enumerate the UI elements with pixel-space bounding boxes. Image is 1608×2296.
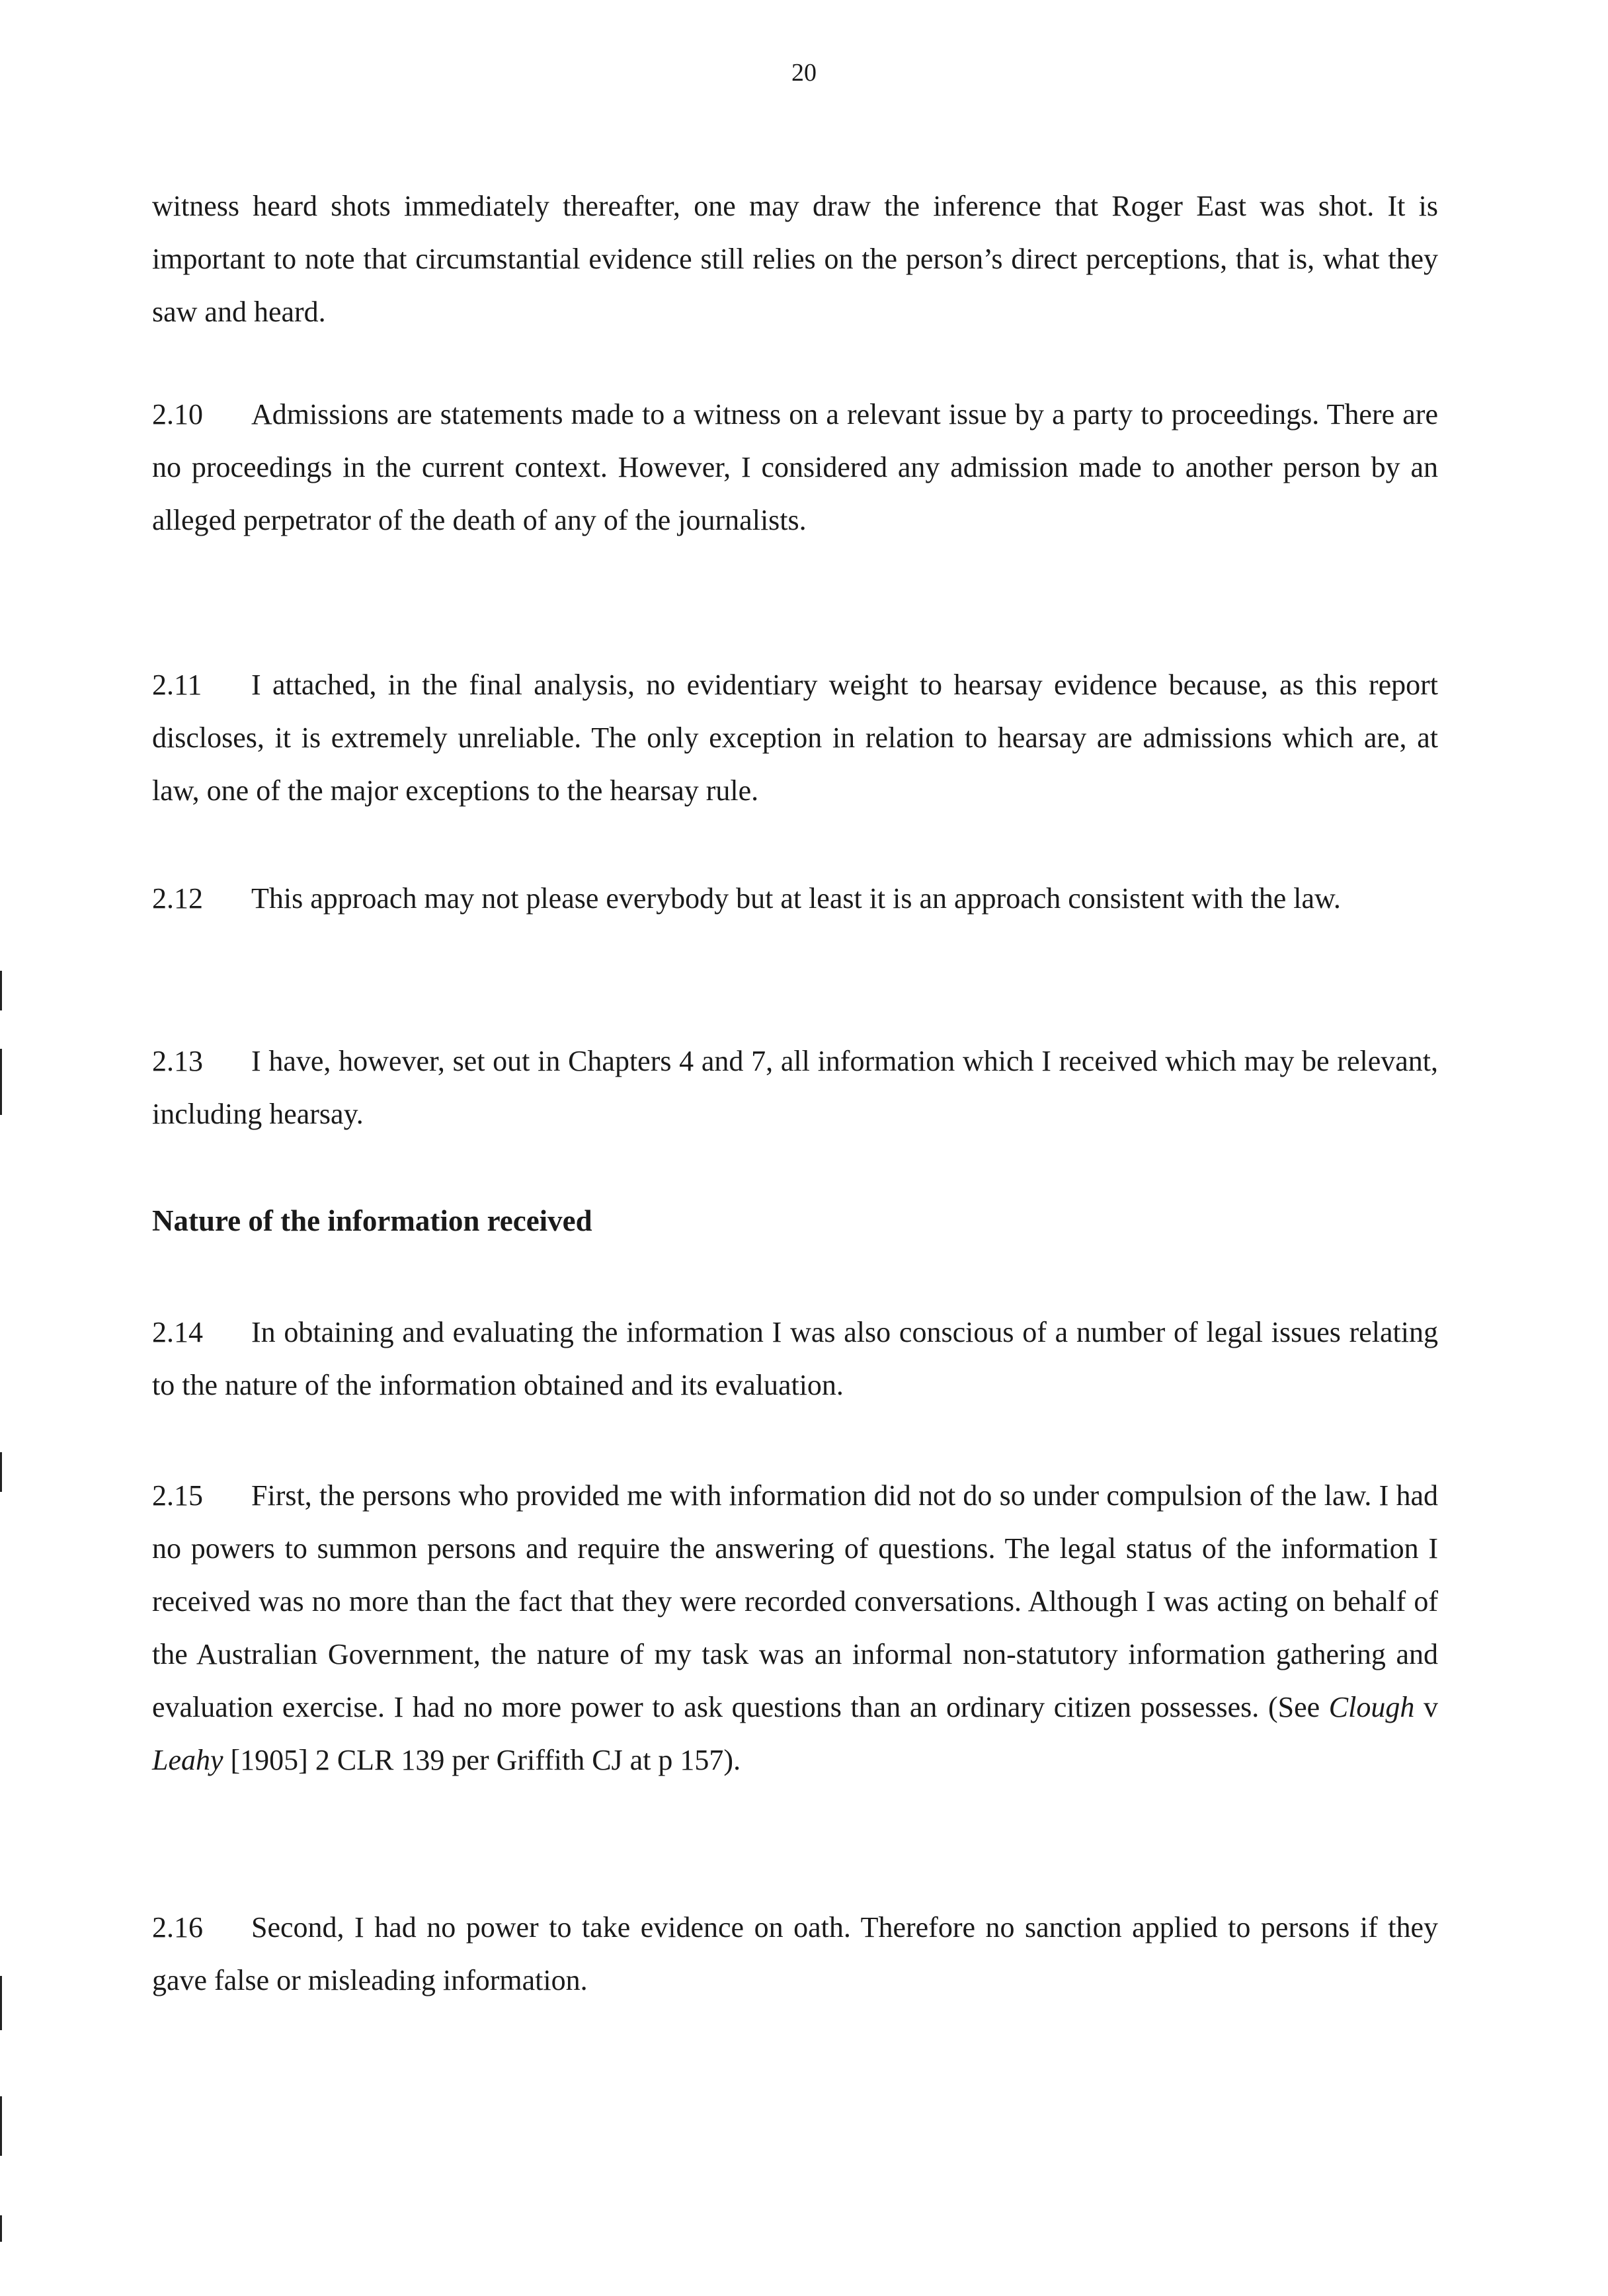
margin-revision-mark [0, 1976, 2, 2030]
paragraph-number: 2.13 [152, 1045, 203, 1077]
section-heading: Nature of the information received [152, 1204, 592, 1237]
margin-revision-mark [0, 2096, 2, 2156]
paragraph-text: I attached, in the final analysis, no evidentiary weight to hearsay evidence because, as this report discloses, it is extremely unreliable. The only exception in relation to hearsay are admissions which are, at law, one of the major exceptions to the hearsay rule. [152, 669, 1438, 807]
paragraph-number: 2.16 [152, 1911, 203, 1944]
paragraph-2-14 [152, 1306, 1438, 1412]
margin-revision-mark [0, 1049, 2, 1115]
paragraph-number: 2.12 [152, 882, 203, 915]
paragraph-text: I have, however, set out in Chapters 4 and 7, all information which I received which may be relevant, including hearsay. [152, 1045, 1438, 1130]
paragraph-number: 2.11 [152, 669, 202, 701]
paragraph-number: 2.10 [152, 398, 203, 430]
paragraph-number: 2.14 [152, 1316, 203, 1348]
paragraph-2-9-continued [152, 180, 1438, 339]
paragraph-2-13 [152, 1035, 1438, 1141]
paragraph-text: Admissions are statements made to a witness on a relevant issue by a party to proceedings. There are no proceedings in the current context. However, I considered any admission made to another person by an alleged perpetrator of the death of any of the journalists. [152, 398, 1438, 536]
paragraph-text: This approach may not please everybody but at least it is an approach consistent with the law. [251, 882, 1341, 915]
case-party-leahy: Leahy [152, 1744, 223, 1776]
paragraph-text: In obtaining and evaluating the information I was also conscious of a number of legal issues relating to the nature of the information obtained and its evaluation. [152, 1316, 1438, 1401]
paragraph-text: witness heard shots immediately thereafter, one may draw the inference that Roger East was shot. It is important to note that circumstantial evidence still relies on the person’s direct perceptions, that is, what they saw and heard. [152, 190, 1438, 328]
paragraph-2-16 [152, 1901, 1438, 2007]
paragraph-text-end: [1905] 2 CLR 139 per Griffith CJ at p 157). [223, 1744, 741, 1776]
paragraph-2-15 [152, 1469, 1438, 1787]
paragraph-2-11 [152, 659, 1438, 817]
paragraph-2-12 [152, 872, 1438, 925]
case-party-clough: Clough [1328, 1691, 1415, 1723]
page-number: 20 [791, 59, 817, 87]
paragraph-number: 2.15 [152, 1479, 203, 1512]
margin-revision-mark [0, 971, 2, 1010]
paragraph-2-10 [152, 388, 1438, 547]
case-versus: v [1414, 1691, 1439, 1723]
paragraph-text: First, the persons who provided me with information did not do so under compulsion of the law. I had no powers to summon persons and require the answering of questions. The legal status of the information I received was no more than the fact that they were recorded conversations. Although I was acting on behalf of the Australian Government, the nature of my task was an informal non-statutory information gathering and evaluation exercise. I had no more power to ask questions than an ordinary citizen possesses. (See [152, 1479, 1438, 1723]
paragraph-text: Second, I had no power to take evidence on oath. Therefore no sanction applied to persons if they gave false or misleading information. [152, 1911, 1438, 1996]
margin-revision-mark [0, 1452, 2, 1492]
margin-revision-mark [0, 2215, 2, 2242]
